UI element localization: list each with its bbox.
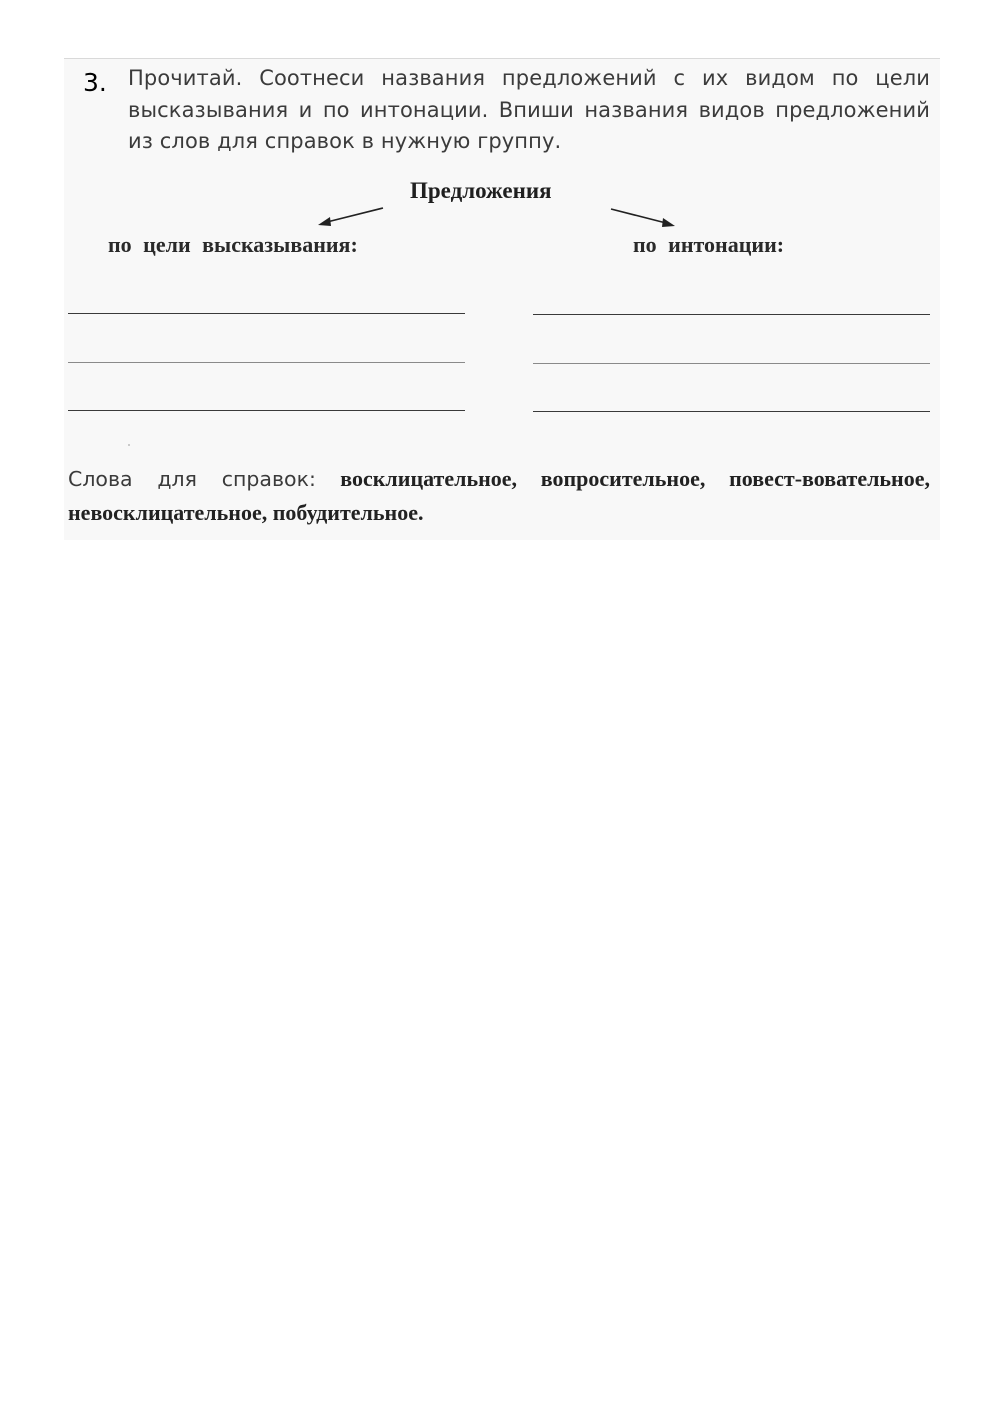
task-instruction: Прочитай. Соотнеси названия предложений с их видом по цели высказывания и по интонации. Впиши названия видов предложений из слов для справок в нужную группу. — [128, 66, 930, 153]
task-number: 3. — [83, 68, 107, 97]
answer-line-left-2[interactable] — [68, 362, 465, 363]
reference-words — [68, 462, 930, 529]
answer-line-right-2[interactable] — [533, 363, 930, 364]
right-column-label: по интонации: — [633, 232, 785, 257]
answer-line-left-1[interactable] — [68, 313, 465, 314]
top-divider — [64, 58, 940, 59]
answer-line-right-3[interactable] — [533, 411, 930, 412]
reference-label: Слова для справок: — [68, 467, 316, 491]
scan-speck — [128, 444, 130, 446]
diagram-title: Предложения — [410, 178, 552, 203]
reference-word-list: восклицательное, вопросительное, повест-вовательное, невосклицательное, побудительное. — [68, 466, 931, 525]
answer-line-left-3[interactable] — [68, 410, 465, 411]
answer-line-right-1[interactable] — [533, 314, 930, 315]
left-column-label: по цели высказывания: — [108, 232, 358, 257]
